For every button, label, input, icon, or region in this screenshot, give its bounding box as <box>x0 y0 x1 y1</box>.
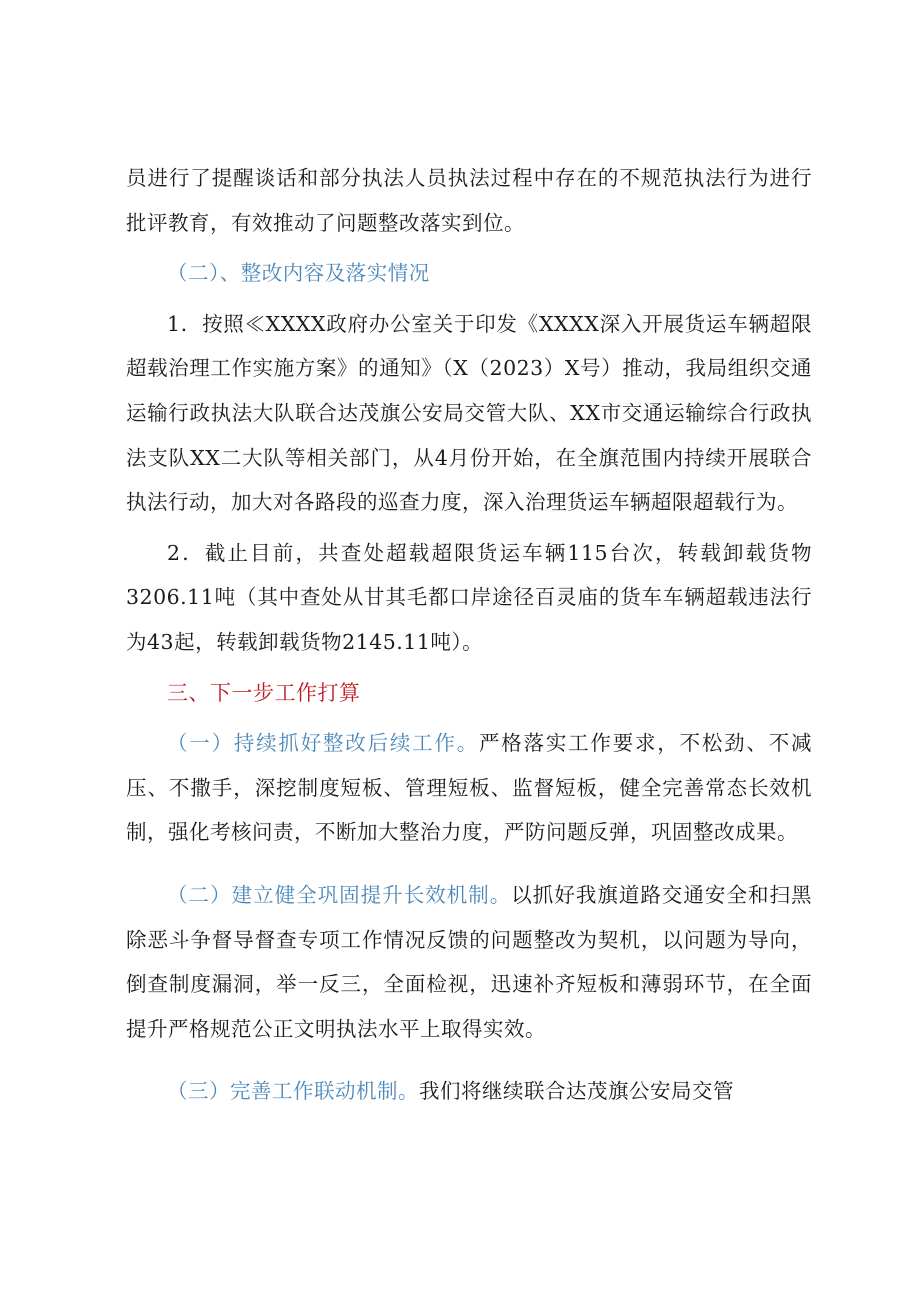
paragraph-item-2: 2．截止目前，共查处超载超限货运车辆115台次，转载卸载货物3206.11吨（其中查处从甘其毛都口岸途径百灵庙的货车车辆超载违法行为43起，转载卸载货物2145.11吨）。 <box>126 540 812 654</box>
section-subheading-2: （二）、整改内容及落实情况 <box>167 261 430 286</box>
sub-3-title: （三）完善工作联动机制。 <box>167 1079 419 1104</box>
sub-2-title: （二）建立健全巩固提升长效机制。 <box>167 882 512 907</box>
paragraph-sub-3 <box>126 1069 812 1114</box>
sub-3-body: 我们将继续联合达茂旗公安局交管 <box>419 1079 734 1104</box>
paragraph-continuation: 员进行了提醒谈话和部分执法人员执法过程中存在的不规范执法行为进行批评教育，有效推动了问题整改落实到位。 <box>126 166 812 235</box>
document-body <box>126 156 812 1114</box>
sub-1-body: 严格落实工作要求，不松劲、不减压、不撒手，深挖制度短板、管理短板、监督短板，健全完善常态长效机制，强化考核问责，不断加大整治力度，严防问题反弹，巩固整改成果。 <box>126 731 812 845</box>
sub-2-body: 以抓好我旗道路交通安全和扫黑除恶斗争督导督查专项工作情况反馈的问题整改为契机，以问题为导向，倒查制度漏洞，举一反三，全面检视，迅速补齐短板和薄弱环节，在全面提升严格规范公正文明执法水平上取得实效。 <box>126 882 813 1041</box>
paragraph-sub-2 <box>126 873 812 1051</box>
sub-1-title: （一）持续抓好整改后续工作。 <box>167 731 479 756</box>
paragraph-sub-1 <box>126 721 812 855</box>
spacer <box>126 1051 812 1069</box>
paragraph-item-1: 1．按照≪XXXX政府办公室关于印发《XXXX深入开展货运车辆超限超载治理工作实施方案》的通知》（X（2023）X号）推动，我局组织交通运输行政执法大队联合达茂旗公安局交管大队、XX市交通运输综合行政执法支队XX二大队等相关部门，从4月份开始，在全旗范围内持续开展联合执法行动，加大对各路段的巡查力度，深入治理货运车辆超限超载行为。 <box>126 311 812 515</box>
spacer <box>126 855 812 873</box>
section-heading-3: 三、下一步工作打算 <box>167 680 361 705</box>
